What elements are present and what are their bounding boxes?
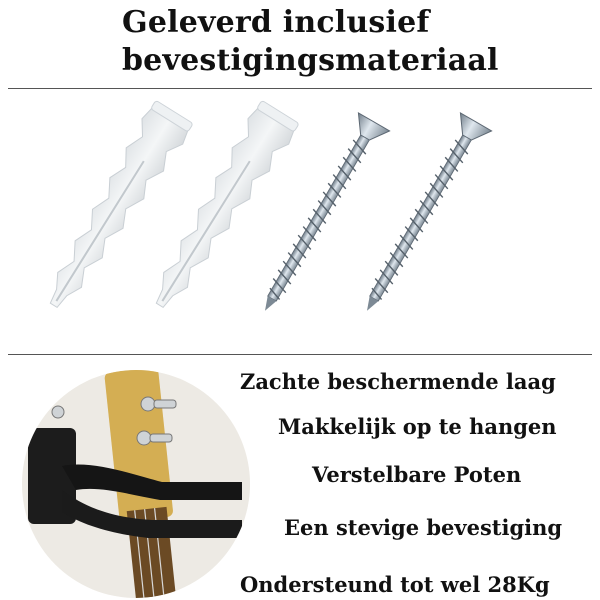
feature-item: Verstelbare Poten — [312, 462, 522, 487]
feature-item: Een stevige bevestiging — [284, 515, 563, 540]
heading-line-2: bevestigingsmateriaal — [122, 43, 499, 78]
heading-line-1: Geleverd inclusief — [122, 5, 430, 40]
feature-item: Makkelijk op te hangen — [278, 414, 557, 439]
feature-item: Ondersteund tot wel 28Kg — [240, 572, 550, 597]
feature-item: Zachte beschermende laag — [240, 369, 556, 394]
